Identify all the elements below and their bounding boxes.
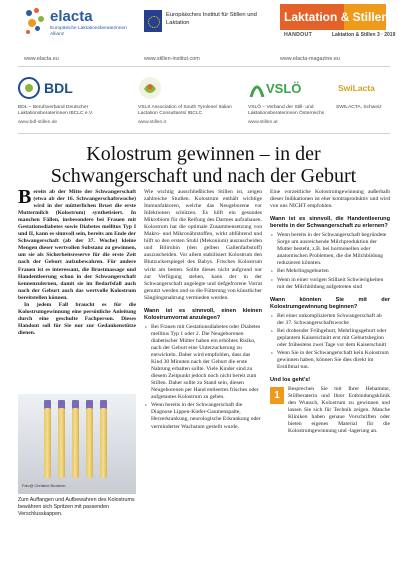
intro-paragraph-2: In jedem Fall braucht es für die Kolostrumgewinnung eine persönliche Anleitung durch eine geschulte Fachperson. Dieses Handout soll für Sie nur zur Gedankenstütze dienen. xyxy=(18,301,136,336)
intro-paragraph xyxy=(18,186,136,302)
swilacta-logo[interactable] xyxy=(336,75,390,101)
lus-title: Laktation & Stillen xyxy=(284,10,389,24)
lus-handout-label: HANDOUT xyxy=(284,32,313,38)
col3-heading-1: Wann ist es sinnvoll, die Handentleerung bereits in der Schwangerschaft zu erlernen? xyxy=(270,216,390,230)
step-1-text: Besprechen Sie mit Ihrer Hebamme, Stillberaterin und Ihrer Entbindungsklinik den Wunsch, Kolostrum zu gewinnen und lassen Sie sich für Technik zeigen. Manche Kliniken haben genaue Vorschriften oder bieten eigenes Material für die Kolostrumgewinnung und -lagerung an. xyxy=(288,386,390,435)
bdl-name: BDL xyxy=(44,80,73,96)
column-2 xyxy=(144,189,262,432)
bdl-description: BDL – Berufsverband Deutscher Laktationsberaterinnen IBCLC e.V. xyxy=(18,105,94,116)
list-item: › Bei Frauen mit Gestationsdiabetes oder Diabetes mellitus Typ 1 oder 2. Die Neugeborenen diabetischer Mütter haben ein erhöhtes Risiko, nach der Geburt eine Unterzuckerung zu entwickeln. Daher wird empfohlen, dass das Kind 30 Minuten nach der Geburt die erste Nahrung erhalten sollte. Viele Kinder sind zu diesem Zeitpunkt jedoch noch nicht bereit zum Stillen. Daher sollte zu Stand sein, diesen Neugeborenen per Hand entleertes frisches oder aufgetautes Kolostrum zu geben. xyxy=(144,324,262,402)
col2-list xyxy=(144,324,262,431)
col2-paragraph: Wie wichtig ausschließliches Stillen ist, zeigen zahlreiche Studien. Kolostrum enthält wichtige Immunfaktoren, welche das Neugeborene vor Infektionen schützen. Es hilft ein gesundes Mikrobiom für die Reifung des Darmes aufzubauen. Kolostrum hat die optimale Zusammensetzung von Makro- und Mikronährstoffen, wirkt abführend und hilft so den ersten Stuhl (Mekonium) auszuscheiden und Bilirubin (den gelben Gallenfarbstoff) auszuscheiden. Vor allem stabilisiert Kolostrum den Blutzuckerspiegel des Babys. Frisches Kolostrum wirkt am besten. Sollte dieses nicht aufgrund nur zur Verfügung stehen, kann der in der Schwangerschaft angelegte und tiefgefrorene Vorrat genutzt werden und so die Fütterung von künstlicher Säuglingsnahrung vermieden werden. xyxy=(144,189,262,301)
col3-heading-3: Und los geht's! xyxy=(270,377,311,384)
photo-caption: Zum Auffangen und Aufbewahren des Kolostrums bewähren sich Spritzen mit passenden Verschlusskappen. xyxy=(18,497,135,517)
list-item: › Bei Mehrlingsgeburten xyxy=(270,268,390,275)
col2-heading: Wann ist es sinnvoll, einen kleinen Kolostrumvorrat anzulegen? xyxy=(144,307,262,321)
elacta-url[interactable]: www.elacta.eu xyxy=(24,56,59,62)
col3-list-1 xyxy=(270,232,390,290)
list-item: › Wenn in einer vorigen Stillzeit Schwierigkeiten mit der Milchbildung aufgetreten sind xyxy=(270,277,390,291)
syringes-photo xyxy=(18,394,136,494)
article-title-line-2: Schwangerschaft und nach der Geburt xyxy=(50,165,357,187)
bdl-logo[interactable] xyxy=(18,75,88,101)
vsls-description: VSLS Association of South Tyrolese/ Italian Lactation Consultants/ IBCLC xyxy=(138,105,232,116)
elacta-mark-icon xyxy=(24,8,46,38)
header-logos xyxy=(0,0,407,66)
vslo-name: VSLÖ xyxy=(266,81,302,96)
divider xyxy=(18,133,390,134)
syringe xyxy=(100,408,107,478)
col3-paragraph: Eine vorzeitliche Kolostrumgewinnung außerhalb dieser Indikationen ist eher kontraproduktiv und wird von uns NICHT empfohlen. xyxy=(270,189,390,210)
bdl-url[interactable]: www.bdl-stillen.de xyxy=(18,120,58,125)
vslo-emblem-icon xyxy=(248,75,266,101)
syringe xyxy=(58,408,65,478)
vsls-url[interactable]: www.stillen.it xyxy=(138,120,166,125)
lus-issue: Laktation & Stillen 3 · 2019 xyxy=(332,32,396,38)
vslo-logo[interactable] xyxy=(248,75,308,101)
divider xyxy=(18,66,390,67)
elacta-subtitle: Europäische Laktationsberaterinnen Allianz xyxy=(50,26,127,37)
list-item: › Wenn Sie in der Schwangerschaft kein Kolostrum gewinnen haben, können Sie dies direkt im Erstillmal tun. xyxy=(270,350,390,371)
syringe xyxy=(72,408,79,478)
vslo-url[interactable]: www.stillen.at xyxy=(248,120,278,125)
eisl-name: Europäisches Institut für Stillen und Laktation xyxy=(166,12,257,26)
step-number-badge: 1 xyxy=(270,387,284,404)
vslo-description: VSLÖ – Verband der Still- und Laktationsberaterinnen Österreichs xyxy=(248,105,325,116)
partner-logos xyxy=(0,70,407,134)
column-1 xyxy=(18,186,136,337)
vsls-emblem-icon xyxy=(138,75,198,101)
article-title-line-1: Kolostrum gewinnen – in der xyxy=(86,143,321,165)
eisl-url[interactable]: www.stillen-institut.com xyxy=(144,56,200,62)
list-item: › Bei drohender Frühgeburt, Mehrlingsgeburt oder geplantem Kaiserschnitt erst mit Geburtsbeginn oder frühestens zwei Tage vor dem Kaiserschnitt xyxy=(270,328,390,349)
vsls-logo[interactable] xyxy=(138,75,198,101)
dropcap: B xyxy=(18,186,32,208)
col3-list-2 xyxy=(270,313,390,371)
list-item: › Bei einer unkomplizierten Schwangerschaft ab der 37. Schwangerschaftswoche xyxy=(270,313,390,327)
lus-url[interactable]: www.elacta-magazine.eu xyxy=(280,56,340,62)
lus-logo[interactable] xyxy=(280,4,396,48)
elacta-name: elacta xyxy=(50,8,93,25)
photo-credit: Foto@ Christine Bruckner xyxy=(22,484,66,488)
syringe xyxy=(44,408,51,478)
syringe xyxy=(86,408,93,478)
article-title xyxy=(0,143,407,187)
swilacta-description: SWILACTA, Schweiz xyxy=(336,105,382,110)
column-3 xyxy=(270,189,390,435)
eu-flag-icon xyxy=(144,10,162,32)
col3-heading-2: Wann könnten Sie mit der Kolostrumgewinnung beginnen? xyxy=(270,296,390,310)
swilacta-name: SwiLacta xyxy=(338,83,375,93)
list-item: › Wenn bereits in der Schwangerschaft begründete Sorge um ausreichende Milchproduktion der Mutter besteht, z.B. bei hormonellen oder anatomischen Problemen, die die Milchbildung reduzieren könnten. xyxy=(270,232,390,267)
list-item: › Wenn bereits in der Schwangerschaft die Diagnose Lippen-Kiefer-Gaumenspalte, Herzerkrankung, neurologische Erkrankung oder verminderter Wachstum gestellt wurde. xyxy=(144,402,262,430)
intro-text: ereits ab der Mitte der Schwangerschaft (etwa ab der 16. Schwangerschaftswoche) wird in der mütterlichen Brust die erste Muttermilch (Kolostrum) synthetisiert. In manchen Fällen, insbesondere bei Frauen mit Gestationsdiabetes sowie Diabetes mellitus Typ I und II, kann es sinnvoll sein, bereits am Ende der Schwangerschaft (ab der 37. Woche) kleine Mengen dieser wertvollen Substanz zu gewinnen, um sie als Sicherheitsreserve für die erste Zeit nach der Geburt aufzubewahren. Für andere Frauen ist es interessant, die Brustmassage und Handentleerung schon in der Schwangerschaft kennenzulernen, damit sie im Bedarfsfall auch nach der Geburt auch das wertvolle Kolostrum bereitstellen können. xyxy=(18,189,136,301)
